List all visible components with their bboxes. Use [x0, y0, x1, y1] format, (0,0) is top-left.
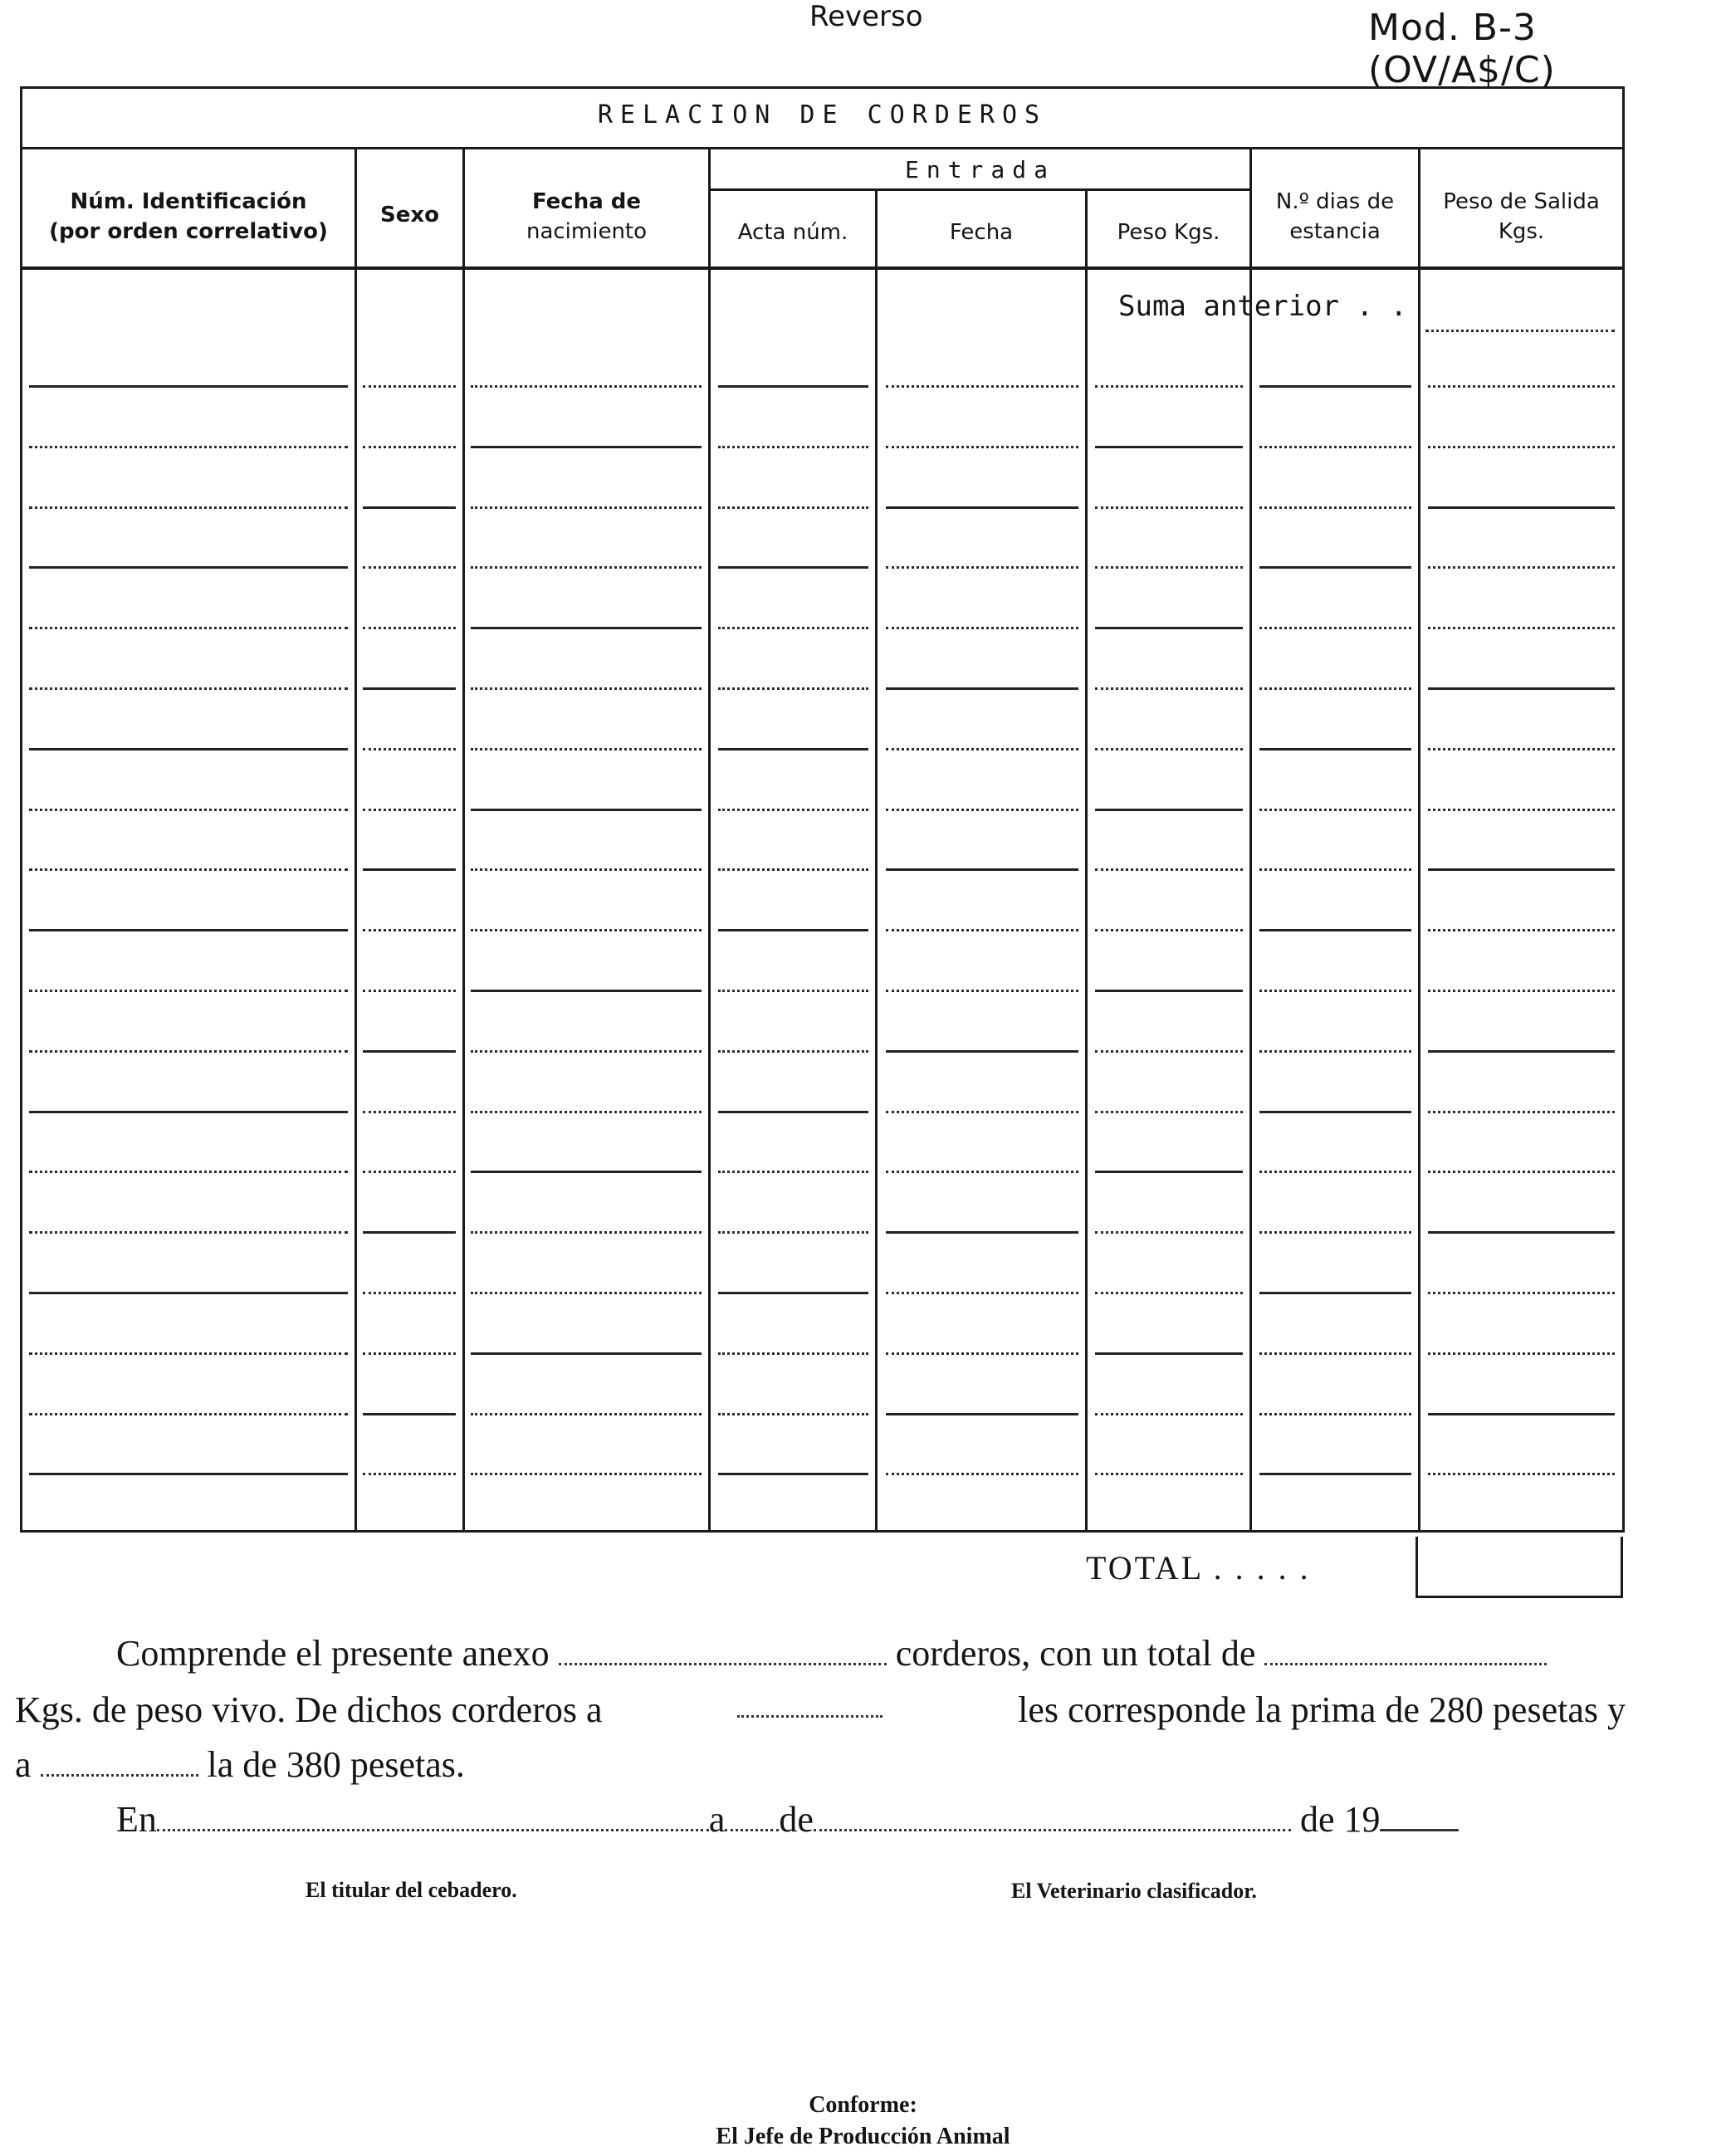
table-row-field[interactable] [718, 990, 868, 992]
table-row-field[interactable] [29, 809, 348, 811]
table-row-field[interactable] [363, 990, 456, 992]
suma-anterior-label: Suma anterior . . [1118, 290, 1407, 323]
table-row-field[interactable] [886, 1352, 1078, 1355]
text-kgs-peso-vivo: Kgs. de peso vivo. De dichos corderos a [15, 1689, 603, 1730]
column-divider [1085, 191, 1088, 1530]
table-row-field[interactable] [886, 929, 1078, 931]
table-row-field[interactable] [1259, 566, 1411, 569]
table-row-field[interactable] [471, 809, 702, 811]
table-row-field[interactable] [886, 1292, 1078, 1294]
table-row-field[interactable] [29, 990, 348, 992]
text-prima-380: la de 380 pesetas. [207, 1744, 465, 1785]
table-row-field[interactable] [471, 1413, 702, 1415]
col-header-peso-salida-2: Kgs. [1498, 219, 1545, 244]
table-row-field[interactable] [471, 1111, 702, 1113]
table-row-field[interactable] [471, 506, 702, 509]
table-row-field[interactable] [29, 748, 348, 750]
table-row-field[interactable] [1428, 868, 1615, 871]
table-row-field[interactable] [1428, 687, 1615, 690]
table-row-field[interactable] [471, 627, 702, 629]
text-comprende: Comprende el presente anexo [116, 1633, 550, 1674]
table-row-field[interactable] [718, 566, 868, 569]
table-row-field[interactable] [363, 1473, 456, 1475]
table-row-field[interactable] [1259, 1050, 1411, 1053]
paragraph-line-2 [15, 1685, 1626, 1735]
column-divider [462, 149, 465, 1530]
table-row-field[interactable] [29, 1050, 348, 1053]
column-divider [1249, 149, 1252, 1530]
text-de-19: de 19 [1299, 1799, 1381, 1840]
table-row-field[interactable] [1259, 1111, 1411, 1113]
table-row-field[interactable] [1428, 1473, 1615, 1475]
col-header-peso: Peso Kgs. [1117, 220, 1220, 245]
col-header-dias-2: estancia [1289, 219, 1381, 244]
table-row-field[interactable] [718, 929, 868, 931]
table-row-field[interactable] [29, 446, 348, 448]
table-row-field[interactable] [1095, 1111, 1243, 1113]
table-row-field[interactable] [1259, 687, 1411, 690]
signature-titular: El titular del cebadero. [306, 1878, 517, 1902]
table-row-field[interactable] [886, 1050, 1078, 1053]
table-row-field[interactable] [1095, 1292, 1243, 1294]
table-row-field[interactable] [1095, 687, 1243, 690]
table-row-field[interactable] [886, 1171, 1078, 1173]
table-row-field[interactable] [1428, 990, 1615, 992]
table-row-field[interactable] [1095, 990, 1243, 992]
table-row-field[interactable] [1095, 1050, 1243, 1053]
table-row-field[interactable] [718, 748, 868, 750]
table-row-field[interactable] [363, 506, 456, 509]
table-row-field[interactable] [1259, 1292, 1411, 1294]
table-row-field[interactable] [1095, 1231, 1243, 1234]
table-row-field[interactable] [1259, 385, 1411, 388]
table-row-field[interactable] [718, 385, 868, 388]
corderos-280-field[interactable] [737, 1694, 883, 1718]
table-row-field[interactable] [471, 1171, 702, 1173]
table-row-field[interactable] [1095, 446, 1243, 448]
table-row-field[interactable] [471, 868, 702, 871]
table-row-field[interactable] [1428, 1352, 1615, 1355]
table-row-field[interactable] [29, 1111, 348, 1113]
table-row-field[interactable] [1428, 566, 1615, 569]
table-row-field[interactable] [1259, 1231, 1411, 1234]
table-row-field[interactable] [1259, 1413, 1411, 1415]
table-row-field[interactable] [363, 627, 456, 629]
table-row-field[interactable] [718, 1231, 868, 1234]
table-row-field[interactable] [363, 687, 456, 690]
table-row-field[interactable] [1095, 627, 1243, 629]
table-row-field[interactable] [1259, 990, 1411, 992]
table-row-field[interactable] [363, 1050, 456, 1053]
table-row-field[interactable] [718, 1171, 868, 1173]
table-row-field[interactable] [1095, 1171, 1243, 1173]
table-row-field[interactable] [471, 929, 702, 931]
table-row-field[interactable] [29, 868, 348, 871]
lambs-table [20, 86, 1625, 1533]
table-row-field[interactable] [29, 1231, 348, 1234]
table-row-field[interactable] [1095, 868, 1243, 871]
header-divider [22, 266, 1622, 270]
table-row-field[interactable] [471, 1050, 702, 1053]
table-row-field[interactable] [1428, 446, 1615, 448]
table-row-field[interactable] [1259, 1473, 1411, 1475]
table-row-field[interactable] [1428, 627, 1615, 629]
month-field[interactable] [814, 1807, 1291, 1831]
form-code: Mod. B-3 (OV/A$/C) [1368, 7, 1556, 91]
table-row-field[interactable] [718, 1292, 868, 1294]
table-row-field[interactable] [886, 1473, 1078, 1475]
table-row-field[interactable] [718, 1050, 868, 1053]
table-row-field[interactable] [29, 687, 348, 690]
table-row-field[interactable] [1259, 506, 1411, 509]
table-row-field[interactable] [718, 1473, 868, 1475]
col-header-peso-salida-1: Peso de Salida [1443, 189, 1600, 214]
signature-jefe: El Jefe de Producción Animal [716, 2124, 1010, 2149]
table-row-field[interactable] [1428, 1413, 1615, 1415]
table-row-field[interactable] [1259, 627, 1411, 629]
table-row-field[interactable] [718, 809, 868, 811]
text-a-day: a [708, 1799, 726, 1840]
table-row-field[interactable] [1428, 748, 1615, 750]
table-row-field[interactable] [1095, 929, 1243, 931]
table-row-field[interactable] [471, 1352, 702, 1355]
column-divider [875, 191, 878, 1530]
table-row-field[interactable] [886, 868, 1078, 871]
text-corderos-total: corderos, con un total de [895, 1633, 1256, 1674]
table-row-field[interactable] [363, 1111, 456, 1113]
table-row-field[interactable] [363, 566, 456, 569]
table-row-field[interactable] [1428, 1231, 1615, 1234]
total-label: TOTAL . . . . . [1086, 1549, 1311, 1586]
table-row-field[interactable] [1259, 868, 1411, 871]
col-header-acta: Acta núm. [737, 220, 848, 245]
table-row-field[interactable] [471, 385, 702, 388]
table-row-field[interactable] [471, 1292, 702, 1294]
total-field[interactable] [1416, 1537, 1623, 1598]
title-divider [22, 147, 1622, 149]
paragraph-line-1 [116, 1629, 1547, 1679]
entrada-divider [711, 188, 1249, 191]
col-header-fecha-nac-2: nacimiento [526, 219, 648, 244]
table-row-field[interactable] [718, 687, 868, 690]
year-field[interactable] [1380, 1807, 1459, 1831]
table-row-field[interactable] [471, 446, 702, 448]
table-row-field[interactable] [886, 748, 1078, 750]
table-row-field[interactable] [1428, 506, 1615, 509]
table-row-field[interactable] [886, 809, 1078, 811]
place-field[interactable] [157, 1807, 709, 1831]
table-row-field[interactable] [1095, 1413, 1243, 1415]
table-row-field[interactable] [1428, 385, 1615, 388]
table-row-field[interactable] [718, 1111, 868, 1113]
text-en: En [116, 1799, 157, 1840]
page-side-label: Reverso [809, 0, 923, 33]
table-title: RELACION DE CORDEROS [597, 100, 1048, 130]
table-row-field[interactable] [886, 1413, 1078, 1415]
table-row-field[interactable] [1095, 809, 1243, 811]
table-row-field[interactable] [1428, 1050, 1615, 1053]
table-row-field[interactable] [718, 627, 868, 629]
table-row-field[interactable] [1095, 1352, 1243, 1355]
table-row-field[interactable] [29, 1171, 348, 1173]
total-kgs-field[interactable] [1264, 1641, 1547, 1665]
table-row-field[interactable] [1428, 1171, 1615, 1173]
table-row-field[interactable] [1259, 809, 1411, 811]
table-row-field[interactable] [1259, 929, 1411, 931]
table-row-field[interactable] [886, 1111, 1078, 1113]
table-row-field[interactable] [1428, 1292, 1615, 1294]
table-row-field[interactable] [1428, 1111, 1615, 1113]
table-row-field[interactable] [363, 1352, 456, 1355]
suma-anterior-field[interactable] [1425, 330, 1615, 332]
table-row-field[interactable] [1428, 929, 1615, 931]
table-row-field[interactable] [363, 929, 456, 931]
table-row-field[interactable] [718, 868, 868, 871]
table-row-field[interactable] [886, 627, 1078, 629]
table-row-field[interactable] [29, 1352, 348, 1355]
day-field[interactable] [725, 1807, 779, 1831]
table-row-field[interactable] [471, 990, 702, 992]
column-divider [1418, 149, 1420, 1530]
col-header-sexo: Sexo [380, 203, 439, 227]
table-row-field[interactable] [1259, 1171, 1411, 1173]
signature-veterinario: El Veterinario clasificador. [1011, 1879, 1257, 1903]
table-row-field[interactable] [363, 1231, 456, 1234]
table-row-field[interactable] [363, 1171, 456, 1173]
col-header-num-id-2: (por orden correlativo) [49, 219, 328, 244]
table-row-field[interactable] [886, 506, 1078, 509]
num-corderos-field[interactable] [559, 1641, 887, 1665]
table-row-field[interactable] [886, 990, 1078, 992]
table-row-field[interactable] [363, 1292, 456, 1294]
table-row-field[interactable] [718, 446, 868, 448]
table-row-field[interactable] [363, 809, 456, 811]
table-row-field[interactable] [886, 1231, 1078, 1234]
table-row-field[interactable] [1259, 748, 1411, 750]
table-row-field[interactable] [1095, 506, 1243, 509]
table-row-field[interactable] [1095, 1473, 1243, 1475]
table-row-field[interactable] [363, 385, 456, 388]
corderos-380-field[interactable] [41, 1753, 198, 1777]
column-divider [708, 149, 711, 1530]
table-row-field[interactable] [1259, 446, 1411, 448]
table-row-field[interactable] [29, 506, 348, 509]
table-row-field[interactable] [29, 385, 348, 388]
table-row-field[interactable] [718, 1352, 868, 1355]
table-row-field[interactable] [1428, 809, 1615, 811]
col-header-num-id-1: Núm. Identificación [70, 189, 307, 214]
table-row-field[interactable] [29, 1292, 348, 1294]
table-row-field[interactable] [471, 687, 702, 690]
text-a: a [15, 1744, 32, 1785]
table-row-field[interactable] [363, 868, 456, 871]
conforme-label: Conforme: [809, 2092, 917, 2118]
table-row-field[interactable] [29, 929, 348, 931]
table-row-field[interactable] [29, 1473, 348, 1475]
table-row-field[interactable] [718, 506, 868, 509]
column-divider [354, 149, 357, 1530]
table-row-field[interactable] [363, 1413, 456, 1415]
table-row-field[interactable] [29, 1413, 348, 1415]
table-row-field[interactable] [886, 687, 1078, 690]
col-header-fecha: Fecha [949, 220, 1014, 245]
table-row-field[interactable] [29, 566, 348, 569]
table-row-field[interactable] [471, 566, 702, 569]
table-row-field[interactable] [471, 748, 702, 750]
table-row-field[interactable] [29, 627, 348, 629]
table-row-field[interactable] [471, 1231, 702, 1234]
paragraph-line-3 [15, 1740, 465, 1790]
table-row-field[interactable] [1259, 1352, 1411, 1355]
table-row-field[interactable] [1095, 748, 1243, 750]
table-row-field[interactable] [886, 566, 1078, 569]
text-prima-280: les corresponde la prima de 280 pesetas y [1018, 1689, 1626, 1730]
table-row-field[interactable] [718, 1413, 868, 1415]
table-row-field[interactable] [1095, 385, 1243, 388]
col-header-fecha-nac-1: Fecha de [531, 189, 642, 214]
col-group-entrada: Entrada [904, 156, 1055, 183]
col-header-dias-1: N.º dias de [1275, 189, 1395, 214]
table-row-field[interactable] [1095, 566, 1243, 569]
table-row-field[interactable] [363, 748, 456, 750]
table-row-field[interactable] [886, 385, 1078, 388]
text-de-month: de [779, 1799, 814, 1840]
place-date-line [116, 1795, 1459, 1845]
table-row-field[interactable] [886, 446, 1078, 448]
table-row-field[interactable] [363, 446, 456, 448]
table-row-field[interactable] [471, 1473, 702, 1475]
